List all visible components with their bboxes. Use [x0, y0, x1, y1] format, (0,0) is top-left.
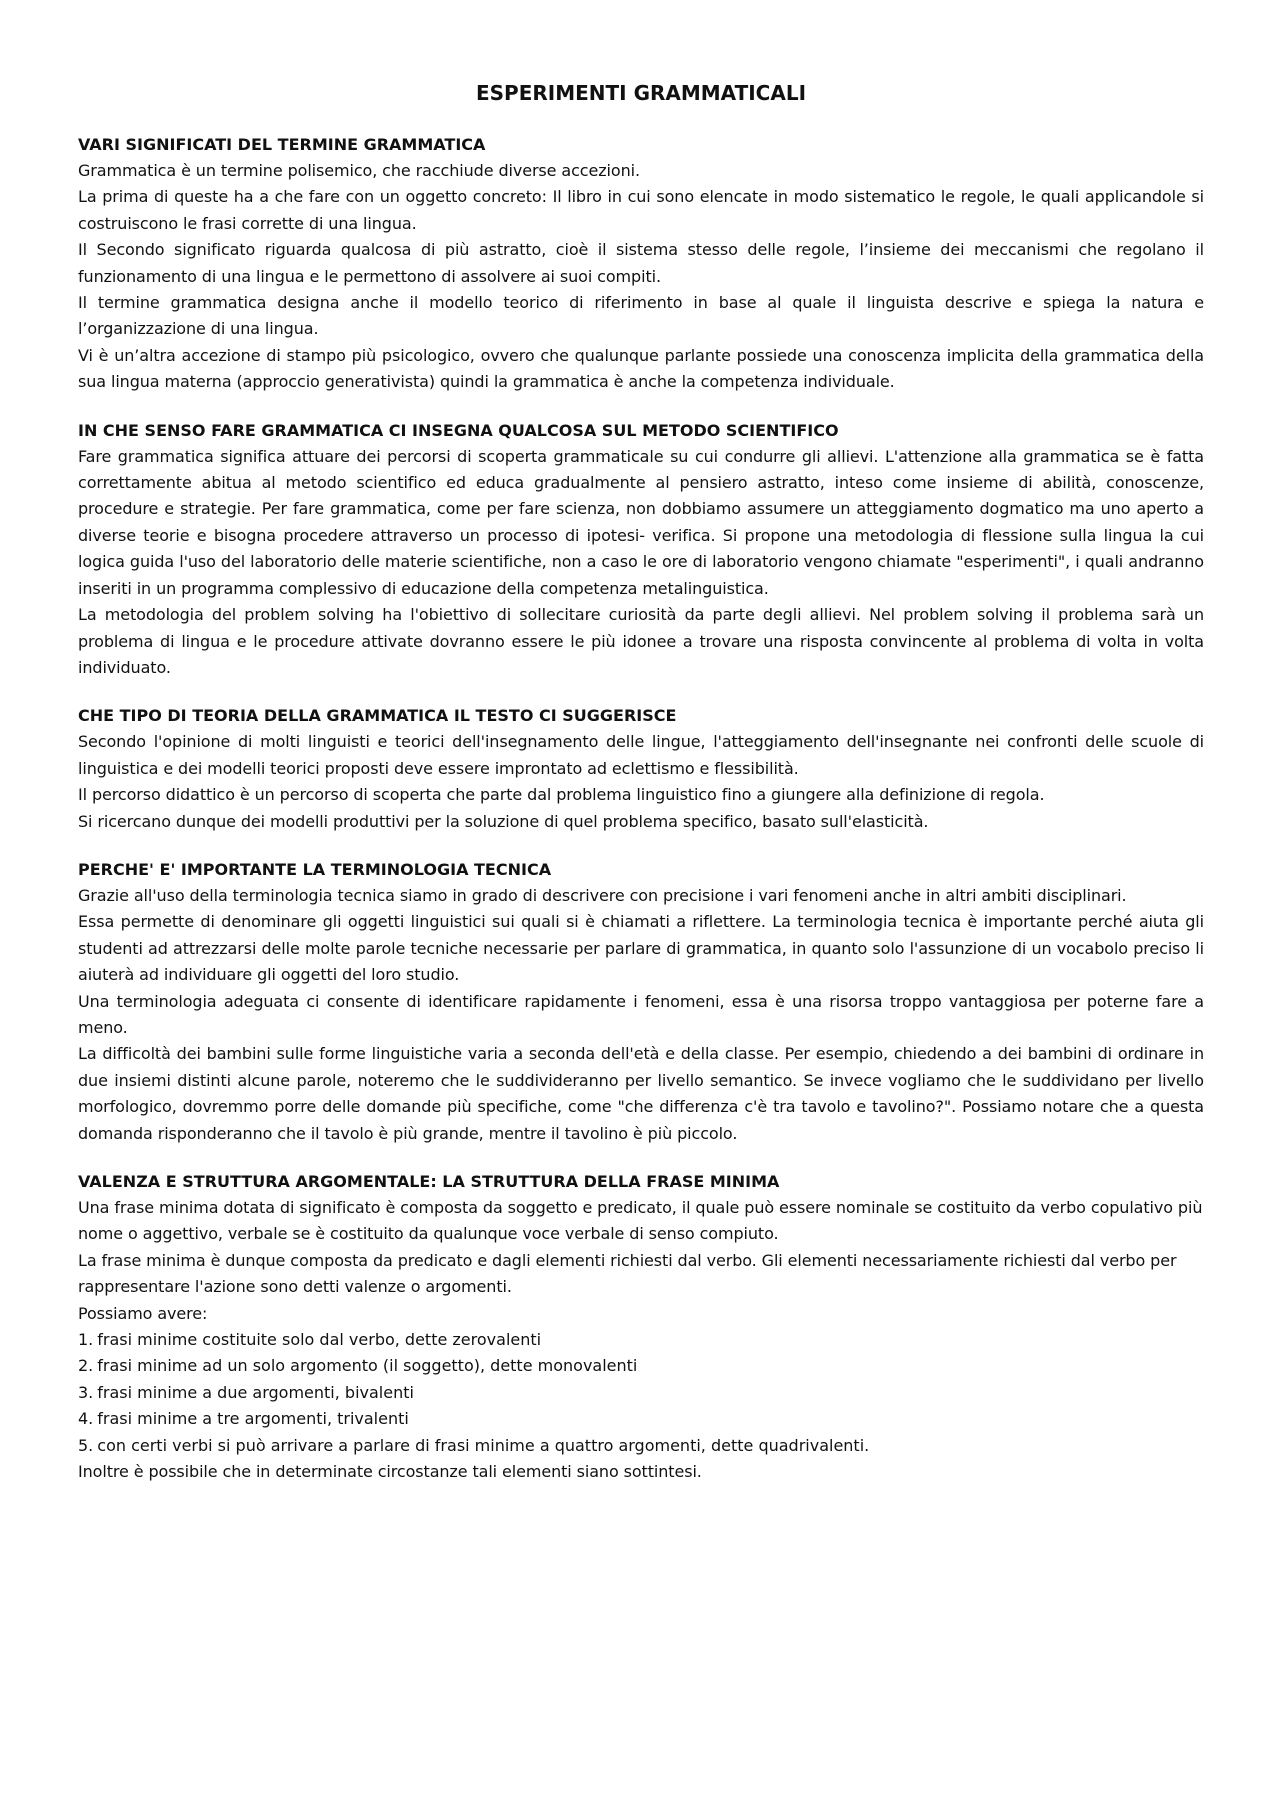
paragraph: Grammatica è un termine polisemico, che racchiude diverse accezioni.: [78, 161, 640, 180]
list-number: 3.: [78, 1382, 94, 1402]
paragraph: Una frase minima dotata di significato è composta da soggetto e predicato, il quale può essere nominale se costituito da verbo copulativo più nome o aggettivo, verbale se è costituito da qualunque voce verbale di senso compiuto.: [78, 1198, 1203, 1244]
list-number: 4.: [78, 1409, 94, 1429]
paragraph: Vi è un’altra accezione di stampo più psicologico, ovvero che qualunque parlante possiede una conoscenza implicita della grammatica della sua lingua materna (approccio generativista) quindi la grammatica è anche la competenza individuale.: [78, 345, 1204, 392]
paragraph: Fare grammatica significa attuare dei percorsi di scoperta grammaticale su cui condurre gli allievi. L'attenzione alla grammatica se è fatta correttamente abitua al metodo scientifico ed educa gradualmente al pensiero astratto, inteso come insieme di abilità, conoscenze, procedure e strategie. Per fare grammatica, come per fare scienza, non dobbiamo assumere un atteggiamento dogmatico ma uno aperto a diverse teorie e bisogna procedere attraverso un processo di ipotesi- verifica. Si propone una metodologia di flessione sulla lingua la cui logica guida l'uso del laboratorio delle materie scientifiche, non a caso le ore di laboratorio vengono chiamate "esperimenti", i quali andranno inseriti in un programma complessivo di educazione della competenza metalinguistica.: [78, 446, 1204, 598]
paragraph: Essa permette di denominare gli oggetti linguistici sui quali si è chiamati a riflettere. La terminologia tecnica è importante perché aiuta gli studenti ad attrezzarsi delle molte parole tecniche necessarie per parlare di grammatica, in quanto solo l'assunzione di un vocabolo preciso li aiuterà ad individuare gli oggetti del loro studio.: [78, 912, 1204, 985]
list-number: 1.: [78, 1330, 94, 1350]
paragraph: La frase minima è dunque composta da predicato e dagli elementi richiesti dal verbo. Gli elementi necessariamente richiesti dal verbo per rappresentare l'azione sono detti valenze o argomenti.: [78, 1250, 1177, 1297]
list-number: 2.: [78, 1356, 94, 1376]
list-text: frasi minime a due argomenti, bivalenti: [97, 1382, 414, 1402]
list-item: [78, 1406, 1204, 1432]
paragraph: Possiamo avere:: [78, 1303, 208, 1323]
section-heading: IN CHE SENSO FARE GRAMMATICA CI INSEGNA QUALCOSA SUL METODO SCIENTIFICO: [78, 420, 839, 440]
list-item: [78, 1327, 1204, 1353]
paragraph: La prima di queste ha a che fare con un oggetto concreto: Il libro in cui sono elencate in modo sistematico le regole, le quali applicandole si costruiscono le frasi corrette di una lingua.: [78, 187, 1204, 233]
section-valenza: [78, 1169, 1204, 1485]
paragraph: Secondo l'opinione di molti linguisti e teorici dell'insegnamento delle lingue, l'atteggiamento dell'insegnante nei confronti delle scuole di linguistica e dei modelli teorici proposti deve essere improntato ad eclettismo e flessibilità.: [78, 732, 1204, 778]
section-metodo-scientifico: [78, 418, 1204, 682]
paragraph: Grazie all'uso della terminologia tecnica siamo in grado di descrivere con precisione i vari fenomeni anche in altri ambiti disciplinari.: [78, 885, 1127, 905]
page-title: ESPERIMENTI GRAMMATICALI: [475, 81, 807, 105]
section-teoria-grammatica: [78, 703, 1204, 835]
paragraph: La metodologia del problem solving ha l'obiettivo di sollecitare curiosità da parte degli allievi. Nel problem solving il problema sarà un problema di lingua e le procedure attivate dovranno essere le più idonee a trovare una risposta convincente al problema di volta in volta individuato.: [78, 605, 1204, 677]
valenze-list: [78, 1327, 1204, 1459]
paragraph: Una terminologia adeguata ci consente di identificare rapidamente i fenomeni, essa è una risorsa troppo vantaggiosa per poterne fare a meno.: [78, 991, 1204, 1037]
list-item: [78, 1353, 1204, 1379]
section-significati: [78, 132, 1204, 396]
section-heading: PERCHE' E' IMPORTANTE LA TERMINOLOGIA TECNICA: [78, 859, 552, 879]
list-text: con certi verbi si può arrivare a parlare di frasi minime a quattro argomenti, dette quadrivalenti.: [97, 1435, 870, 1455]
document-page: [78, 80, 1204, 1507]
section-heading: CHE TIPO DI TEORIA DELLA GRAMMATICA IL TESTO CI SUGGERISCE: [78, 706, 677, 726]
paragraph: La difficoltà dei bambini sulle forme linguistiche varia a seconda dell'età e della classe. Per esempio, chiedendo a dei bambini di ordinare in due insiemi distinti alcune parole, noteremo che le suddivideranno per livello semantico. Se invece vogliamo che le suddividano per livello morfologico, dovremmo porre delle domande più specifiche, come "che differenza c'è tra tavolo e tavolino?". Possiamo notare che a questa domanda risponderanno che il tavolo è più grande, mentre il tavolino è più piccolo.: [78, 1044, 1204, 1143]
list-text: frasi minime costituite solo dal verbo, dette zerovalenti: [97, 1330, 542, 1350]
paragraph: Il termine grammatica designa anche il modello teorico di riferimento in base al quale il linguista descrive e spiega la natura e l’organizzazione di una lingua.: [78, 293, 1204, 339]
list-number: 5.: [78, 1435, 94, 1455]
list-item: [78, 1433, 1204, 1459]
section-terminologia: [78, 857, 1204, 1147]
list-text: frasi minime a tre argomenti, trivalenti: [97, 1409, 409, 1429]
list-text: frasi minime ad un solo argomento (il soggetto), dette monovalenti: [97, 1356, 638, 1376]
closing-paragraph: Inoltre è possibile che in determinate circostanze tali elementi siano sottintesi.: [78, 1462, 702, 1482]
section-heading: VARI SIGNIFICATI DEL TERMINE GRAMMATICA: [78, 135, 486, 154]
section-heading: VALENZA E STRUTTURA ARGOMENTALE: LA STRUTTURA DELLA FRASE MINIMA: [78, 1172, 780, 1191]
paragraph: Il percorso didattico è un percorso di scoperta che parte dal problema linguistico fino a giungere alla definizione di regola.: [78, 785, 1045, 805]
paragraph: Il Secondo significato riguarda qualcosa di più astratto, cioè il sistema stesso delle regole, l’insieme dei meccanismi che regolano il funzionamento di una lingua e le permettono di assolvere ai suoi compiti.: [78, 240, 1204, 286]
paragraph: Si ricercano dunque dei modelli produttivi per la soluzione di quel problema specifico, basato sull'elasticità.: [78, 811, 929, 831]
list-item: [78, 1380, 1204, 1406]
